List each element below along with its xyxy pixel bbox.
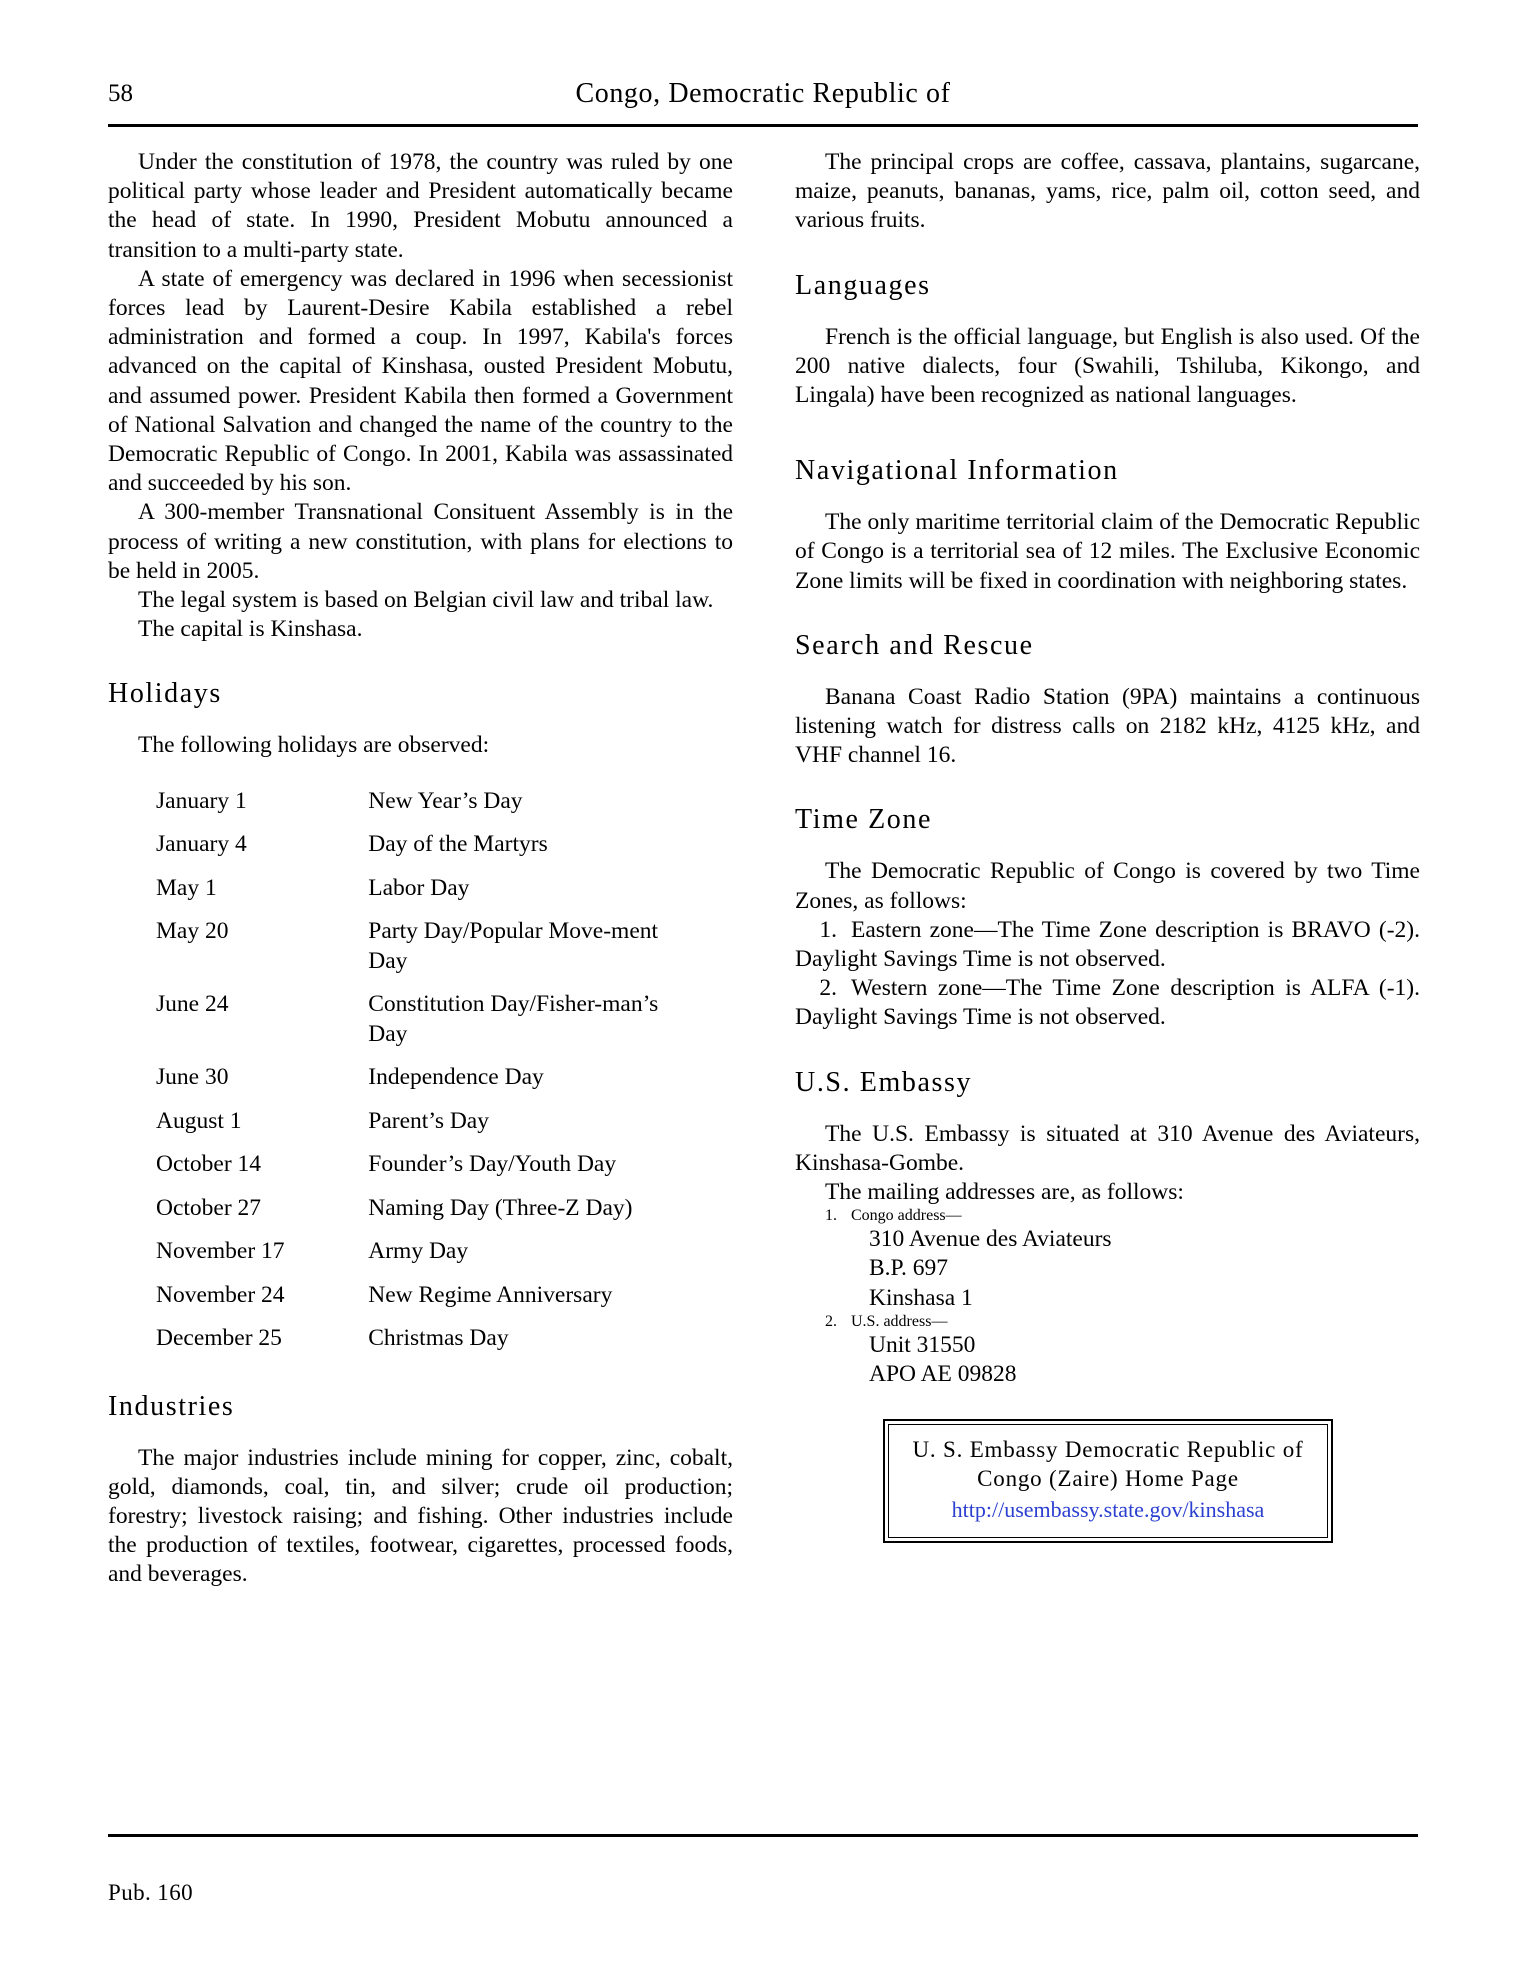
paragraph-industries: The major industries include mining for copper, zinc, cobalt, gold, diamonds, coal, tin, and silver; crude oil production; forestry; livestock raising; and fishing. Other industries include the production of textiles, footwear, cigarettes, processed foods, and beverages. (108, 1444, 733, 1588)
holiday-date: December 25 (156, 1325, 282, 1352)
list-item (795, 974, 1420, 1032)
page-header (108, 78, 1418, 118)
paragraph-capital: The capital is Kinshasa. (138, 616, 363, 643)
list-item-text: Western zone—The Time Zone description is ALFA (-1). Daylight Savings Time is not observed. (795, 975, 1420, 1031)
holiday-name: Christmas Day (368, 1325, 509, 1352)
address-line: B.P. 697 (869, 1255, 949, 1282)
holiday-name: Labor Day (368, 874, 470, 901)
heading-languages: Languages (795, 269, 931, 301)
time-zone-list (795, 916, 1420, 1033)
heading-us-embassy: U.S. Embassy (795, 1066, 973, 1098)
heading-time-zone: Time Zone (795, 804, 933, 836)
holiday-name: Independence Day (368, 1064, 544, 1091)
holiday-name: Army Day (368, 1238, 469, 1265)
holiday-name: Parent’s Day (368, 1107, 489, 1134)
paragraph-legal-system: The legal system is based on Belgian civil law and tribal law. (138, 587, 714, 614)
footer-publication: Pub. 160 (108, 1880, 193, 1905)
holiday-date: August 1 (156, 1107, 242, 1134)
holiday-date: May 1 (156, 874, 217, 901)
left-column (108, 148, 733, 1590)
footer-divider (108, 1834, 1418, 1837)
table-row (156, 1063, 701, 1107)
holiday-date: November 17 (156, 1238, 285, 1265)
address-line: Unit 31550 (869, 1331, 976, 1358)
list-item-number: 2. (825, 1312, 837, 1330)
list-item (795, 1313, 1420, 1331)
list-item (795, 916, 1420, 974)
paragraph-constitution: Under the constitution of 1978, the country was ruled by one political party whose leader and President automatically became the head of state. In 1990, President Mobutu announced a transition to a multi-party state. (108, 149, 733, 263)
table-row (156, 1150, 701, 1194)
table-row (156, 874, 701, 918)
holiday-date: October 27 (156, 1194, 262, 1221)
embassy-link-title-line1: U. S. Embassy Democratic Republic of (912, 1437, 1304, 1463)
right-column (795, 148, 1420, 1543)
holidays-intro: The following holidays are observed: (138, 732, 490, 759)
embassy-link-title-line2: Congo (Zaire) Home Page (977, 1466, 1239, 1492)
holiday-name: Party Day/Popular Move-ment Day (368, 918, 659, 974)
holiday-name: New Year’s Day (368, 787, 523, 814)
holiday-date: June 24 (156, 991, 229, 1018)
holiday-name: Founder’s Day/Youth Day (368, 1151, 617, 1178)
paragraph-us-embassy: The U.S. Embassy is situated at 310 Avenue des Aviateurs, Kinshasa-Gombe. (795, 1120, 1420, 1176)
table-row (156, 917, 701, 990)
embassy-link-box (883, 1419, 1333, 1543)
list-item-number: 1. (819, 916, 837, 943)
table-row (156, 830, 701, 874)
table-row (156, 1324, 701, 1368)
holiday-date: June 30 (156, 1064, 229, 1091)
holiday-name: Constitution Day/Fisher-man’s Day (368, 991, 659, 1047)
table-row (156, 1281, 701, 1325)
holiday-date: November 24 (156, 1281, 285, 1308)
page-number: 58 (108, 80, 133, 107)
page-title: Congo, Democratic Republic of (575, 78, 951, 109)
list-item-label: Congo address— (851, 1207, 962, 1225)
table-row (156, 990, 701, 1063)
header-divider (108, 124, 1418, 127)
paragraph-time-zone-intro: The Democratic Republic of Congo is covered by two Time Zones, as follows: (795, 858, 1420, 914)
holiday-name: New Regime Anniversary (368, 1281, 613, 1308)
list-item-label: U.S. address— (851, 1312, 948, 1330)
list-item (795, 1207, 1420, 1225)
table-row (156, 1194, 701, 1238)
paragraph-navigational-information: The only maritime territorial claim of the Democratic Republic of Congo is a territorial sea of 12 miles. The Exclusive Economic Zone limits will be fixed in coordination with neighboring states. (795, 509, 1420, 594)
table-row (156, 1237, 701, 1281)
heading-holidays: Holidays (108, 678, 222, 710)
address-line: APO AE 09828 (869, 1361, 1017, 1388)
heading-navigational-information: Navigational Information (795, 455, 1119, 487)
holiday-name: Day of the Martyrs (368, 831, 548, 858)
paragraph-search-and-rescue: Banana Coast Radio Station (9PA) maintains a continuous listening watch for distress calls on 2182 kHz, 4125 kHz, and VHF channel 16. (795, 683, 1420, 769)
table-row (156, 787, 701, 831)
holiday-date: January 4 (156, 831, 247, 858)
holiday-date: May 20 (156, 918, 229, 945)
heading-search-and-rescue: Search and Rescue (795, 629, 1034, 661)
list-item-number: 2. (819, 975, 837, 1002)
paragraph-languages: French is the official language, but English is also used. Of the 200 native dialects, four (Swahili, Tshiluba, Kikongo, and Lingala) have been recognized as national languages. (795, 323, 1420, 409)
mailing-address-list (795, 1207, 1420, 1389)
address-line: Kinshasa 1 (869, 1284, 973, 1311)
list-item-number: 1. (825, 1207, 837, 1225)
embassy-link-box-inner (888, 1424, 1328, 1538)
embassy-homepage-link[interactable]: http://usembassy.state.gov/kinshasa (951, 1497, 1265, 1523)
paragraph-assembly: A 300-member Transnational Consituent Assembly is in the process of writing a new constitution, with plans for elections to be held in 2005. (108, 499, 733, 584)
list-item-text: Eastern zone—The Time Zone description is BRAVO (-2). Daylight Savings Time is not observed. (795, 916, 1420, 973)
heading-industries: Industries (108, 1390, 235, 1422)
table-row (156, 1107, 701, 1151)
paragraph-mailing-intro: The mailing addresses are, as follows: (825, 1179, 1184, 1206)
paragraph-emergency: A state of emergency was declared in 1996 when secessionist forces lead by Laurent-Desire Kabila established a rebel administration and formed a coup. In 1997, Kabila's forces advanced on the capital of Kinshasa, ousted President Mobutu, and assumed power. President Kabila then formed a Government of National Salvation and changed the name of the country to the Democratic Republic of Congo. In 2001, Kabila was assassinated and succeeded by his son. (108, 265, 733, 497)
holidays-table (156, 787, 701, 1368)
holiday-name: Naming Day (Three-Z Day) (368, 1194, 633, 1221)
address-line: 310 Avenue des Aviateurs (869, 1226, 1112, 1253)
holiday-date: October 14 (156, 1151, 262, 1178)
paragraph-crops: The principal crops are coffee, cassava, plantains, sugarcane, maize, peanuts, bananas, yams, rice, palm oil, cotton seed, and various fruits. (795, 149, 1420, 234)
holiday-date: January 1 (156, 787, 247, 814)
